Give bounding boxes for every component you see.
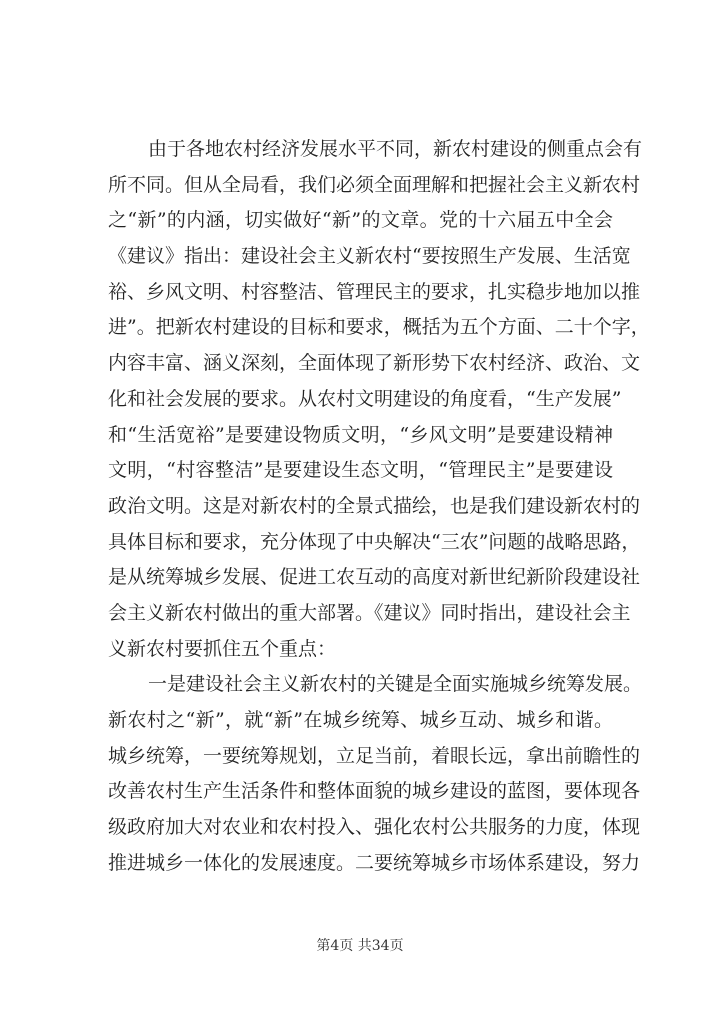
- paragraph-1-line: 文明，“村容整洁”是要建设生态文明，“管理民主”是要建设: [108, 459, 613, 482]
- paragraph-1-line: 裕、乡风文明、村容整洁、管理民主的要求，扎实稳步地加以推: [108, 280, 641, 303]
- paragraph-1-line: 和“生活宽裕”是要建设物质文明，“乡风文明”是要建设精神: [108, 423, 613, 446]
- paragraph-1-line: 《建议》指出：建设社会主义新农村“要按照生产发展、生活宽: [108, 245, 631, 268]
- paragraph-2-line: 一是建设社会主义新农村的关键是全面实施城乡统筹发展。: [148, 673, 643, 696]
- paragraph-1-line: 是从统筹城乡发展、促进工农互动的高度对新世纪新阶段建设社: [108, 566, 641, 589]
- paragraph-1-line: 化和社会发展的要求。从农村文明建设的角度看，“生产发展”: [108, 387, 622, 410]
- paragraph-1-line: 之“新”的内涵，切实做好“新”的文章。党的十六届五中全会: [108, 209, 613, 232]
- paragraph-2-line: 城乡统筹，一要统筹规划，立足当前，着眼长远，拿出前瞻性的: [108, 744, 641, 767]
- paragraph-2-line: 推进城乡一体化的发展速度。二要统筹城乡市场体系建设，努力: [108, 851, 641, 874]
- paragraph-1-line: 义新农村要抓住五个重点：: [108, 637, 337, 660]
- document-body: [108, 132, 650, 881]
- paragraph-1-line: 政治文明。这是对新农村的全景式描绘，也是我们建设新农村的: [108, 494, 641, 517]
- paragraph-2-line: 新农村之“新”，就“新”在城乡统筹、城乡互动、城乡和谐。: [108, 709, 613, 731]
- paragraph-1-line: 由于各地农村经济发展水平不同，新农村建设的侧重点会有: [148, 138, 643, 160]
- paragraph-1-line: 所不同。但从全局看，我们必须全面理解和把握社会主义新农村: [108, 173, 641, 196]
- paragraph-1-line: 会主义新农村做出的重大部署。《建议》同时指出，建设社会主: [108, 601, 631, 624]
- page-number-footer: 第4页 共34页: [316, 938, 404, 954]
- paragraph-2-line: 级政府加大对农业和农村投入、强化农村公共服务的力度，体现: [108, 816, 641, 839]
- paragraph-1-line: 进”。把新农村建设的目标和要求，概括为五个方面、二十个字，: [108, 316, 650, 339]
- paragraph-1-line: 内容丰富、涵义深刻，全面体现了新形势下农村经济、政治、文: [108, 352, 641, 375]
- paragraph-1-line: 具体目标和要求，充分体现了中央解决“三农”问题的战略思路，: [108, 530, 641, 553]
- paragraph-2-line: 改善农村生产生活条件和整体面貌的城乡建设的蓝图，要体现各: [108, 780, 641, 803]
